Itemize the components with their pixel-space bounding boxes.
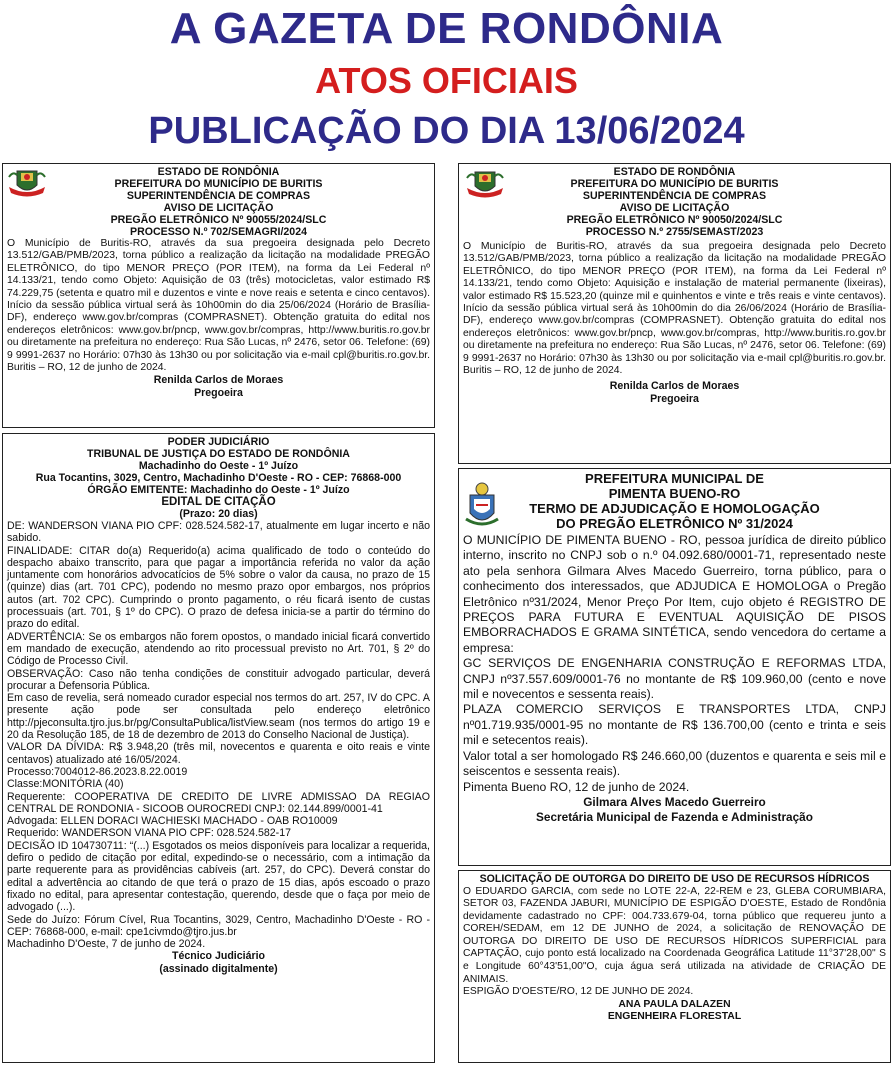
notice-paragraph: Processo:7004012-86.2023.8.22.0019	[7, 765, 188, 778]
notice-buritis-90050	[458, 163, 891, 464]
notice-paragraph: Requerente: COOPERATIVA DE CREDITO DE LIVRE ADMISSAO DA REGIAO CENTRAL DE RONDONIA - SICOOB OUROCREDI CNPJ: 02.144.899/0001-41	[7, 790, 430, 815]
notice-paragraph: GC SERVIÇOS DE ENGENHARIA CONSTRUÇÃO E REFORMAS LTDA, CNPJ nº37.557.609/0001-76 no montante de R$ 109.960,00 (cento e nove mil e novecentos e sessenta reais).	[463, 656, 886, 702]
notice-header: SOLICITAÇÃO DE OUTORGA DO DIREITO DE USO DE RECURSOS HÍDRICOS	[479, 873, 870, 885]
notice-paragraph: FINALIDADE: CITAR do(a) Requerido(a) acima qualificado de todo o conteúdo do despacho abaixo transcrito, para que pagar a importância referida no valor da ação juntamente com honorários advocatícios de 5% sobre o valor da causa, no prazo de 15 (quinze) dias (art. 701 CPC), podendo no mesmo prazo opor embargos, nos próprios autos (art. 702 CPC). Cumprindo o pronto pagamento, o réu ficará isento de custas processuais (art. 701, § 1º do CPC). O prazo de defesa inicia-se a partir do término do prazo do edital.	[7, 544, 430, 631]
notice-paragraph: Pimenta Bueno RO, 12 de junho de 2024.	[463, 779, 690, 794]
notice-header: PODER JUDICIÁRIO TRIBUNAL DE JUSTIÇA DO ESTADO DE RONDÔNIA Machadinho do Oeste - 1º Juízo Rua Tocantins, 3029, Centro, Machadinho D'Oeste - RO - CEP: 76868-000 ÓRGÃO EMITENTE: Machadinho do Oeste - 1º Juízo EDITAL DE CITAÇÃO (Prazo: 20 dias)	[35, 436, 402, 520]
notice-header: PREFEITURA MUNICIPAL DE PIMENTA BUENO-RO TERMO DE ADJUDICAÇÃO E HOMOLOGAÇÃO DO PREGÃO ELETRÔNICO Nº 31/2024	[529, 471, 820, 531]
notice-outorga-recursos-hidricos	[458, 870, 891, 1063]
notice-paragraph: DE: WANDERSON VIANA PIO CPF: 028.524.582-17, atualmente em lugar incerto e não sabido.	[7, 520, 430, 545]
notice-paragraph: Classe:MONITÓRIA (40)	[7, 778, 124, 791]
signature: Técnico Judiciário (assinado digitalmente)	[159, 950, 278, 975]
notice-paragraph: Em caso de revelia, será nomeado curador especial nos termos do art. 257, IV do CPC. A presente ação pode ser consultada pelo endereço eletrônico http://pjeconsulta.tjro.jus.br/pg/ConsultaPublica/listView.seam (nos termos do artigo 19 e 20 da Resolução 185, de 18 de dezembro de 2013 do Conselho Nacional de Justiça).	[7, 692, 430, 742]
notice-paragraph: Valor total a ser homologado R$ 246.660,00 (duzentos e quarenta e seis mil e seiscentos e sessenta reais).	[463, 748, 886, 779]
notice-paragraph: Requerido: WANDERSON VIANA PIO CPF: 028.524.582-17	[7, 827, 291, 840]
masthead-title: A GAZETA DE RONDÔNIA	[169, 4, 724, 53]
buritis-crest-icon	[465, 168, 505, 200]
notice-pimenta-bueno	[458, 468, 891, 866]
notice-body: O Município de Buritis-RO, através da sua pregoeira designada pelo Decreto 13.512/GAB/PMB/2023, torna público a realização da licitação na modalidade PREGÃO ELETRÔNICO, do tipo MENOR PREÇO (POR ITEM), na forma da Lei Federal nº 14.133/21, tendo como Objeto: Aquisição de 03 (três) motocicletas, valor estimado R$ 74.229,75 (setenta e quatro mil e duzentos e vinte e nove reais e setenta e cinco centavos). Início da sessão pública virtual será às 10h00min do dia 25/06/2024 (Horário de Brasília-DF), endereço www.gov.br/compras (COMPRASNET). Obtenção gratuita do edital nos endereços eletrônicos: www.gov.br/pncp, www.gov.br/compras, http://www.buritis.ro.gov.br ou diretamente na prefeitura no endereço: Rua São Lucas, nº 2476, setor 06. Telefone: (69) 9 9991-2637 no Horário: 07h30 às 13h30 ou por solicitação via e-mail cpl@buritis.ro.gov.br. Buritis – RO, 12 de junho de 2024.	[7, 238, 430, 374]
notice-header: ESTADO DE RONDÔNIA PREFEITURA DO MUNICÍPIO DE BURITIS SUPERINTENDÊNCIA DE COMPRAS AVISO DE LICITAÇÃO PREGÃO ELETRÔNICO Nº 90050/2024/SLC PROCESSO N.º 2755/SEMAST/2023	[566, 166, 783, 238]
notice-paragraph: O MUNICÍPIO DE PIMENTA BUENO - RO, pessoa jurídica de direito público interno, inscrito no CNPJ sob o n.º 04.092.680/0001-71, representado neste ato pela senhora Gilmara Alves Macedo Guerreiro, torna público, para o conhecimento dos interessados, que ADJUDICA E HOMOLOGA o Pregão Eletrônico nº31/2024, Menor Preço Por Item, cujo objeto é REGISTRO DE PREÇOS PARA FUTURA E EVENTUAL AQUISIÇÃO DE PISOS EMBORRACHADOS E GRAMA SINTÉTICA, sendo vencedora do certame a empresa:	[463, 533, 886, 655]
signature: ANA PAULA DALAZEN ENGENHEIRA FLORESTAL	[607, 998, 742, 1023]
notice-paragraph: ADVERTÊNCIA: Se os embargos não forem opostos, o mandado inicial ficará convertido em mandado de execução, atendendo ao rito processual previsto no Art. 701, § 2º do Código de Processo Civil.	[7, 630, 430, 668]
notice-paragraph: VALOR DA DÍVIDA: R$ 3.948,20 (três mil, novecentos e quarenta e oito reais e vinte centavos) atualizado até 16/05/2024.	[7, 741, 430, 766]
notice-edital-citacao	[2, 433, 435, 1063]
masthead-date: PUBLICAÇÃO DO DIA 13/06/2024	[148, 110, 745, 152]
notice-header: ESTADO DE RONDÔNIA PREFEITURA DO MUNICÍPIO DE BURITIS SUPERINTENDÊNCIA DE COMPRAS AVISO DE LICITAÇÃO PREGÃO ELETRÔNICO Nº 90055/2024/SLC PROCESSO N.º 702/SEMAGRI/2024	[110, 166, 327, 238]
notice-paragraph: OBSERVAÇÃO: Caso não tenha condições de constituir advogado particular, deverá procurar a Defensoria Pública.	[7, 667, 430, 692]
signature: Renilda Carlos de Moraes Pregoeira	[153, 374, 284, 399]
notice-body: O Município de Buritis-RO, através da sua pregoeira designada pelo Decreto 13.512/GAB/PMB/2023, torna público a realização da licitação na modalidade PREGÃO ELETRÔNICO, do tipo MENOR PREÇO (POR ITEM), na forma da Lei Federal nº 14.133/21, tendo como Objeto: Aquisição e instalação de material permanente (lixeiras), valor estimado R$ 15.523,20 (quinze mil e quinhentos e vinte e três reais e vinte centavos). Início da sessão pública virtual será às 10h00min do dia 26/06/2024 (Horário de Brasília-DF), endereço www.gov.br/compras (COMPRASNET). Obtenção gratuita do edital nos endereços eletrônicos: www.gov.br/pncp, www.gov.br/compras, http://www.buritis.ro.gov.br ou diretamente na prefeitura no endereço: Rua São Lucas, nº 2476, setor 06. Telefone: (69) 9 9991-2637 no Horário: 07h30 às 13h30 ou por solicitação via e-mail cpl@buritis.ro.gov.br. Buritis – RO, 12 de junho de 2024.	[463, 241, 886, 377]
notice-paragraph: Sede do Juízo: Fórum Cível, Rua Tocantins, 3029, Centro, Machadinho D'Oeste - RO - CEP: 76868-000, e-mail: cpe1civmdo@tjro.jus.br	[7, 913, 430, 938]
buritis-crest-icon	[7, 167, 47, 199]
signature: Renilda Carlos de Moraes Pregoeira	[609, 380, 740, 405]
pimenta-bueno-crest-icon	[465, 481, 499, 531]
notice-paragraph: Advogada: ELLEN DORACI WACHIESKI MACHADO - OAB RO10009	[7, 815, 338, 828]
masthead-subtitle: ATOS OFICIAIS	[315, 60, 578, 101]
notice-paragraph: Machadinho D'Oeste, 7 de junho de 2024.	[7, 938, 206, 951]
notice-paragraph: PLAZA COMERCIO SERVIÇOS E TRANSPORTES LTDA, CNPJ nº01.719.935/0001-95 no montante de R$ 136.700,00 (cento e trinta e seis mil e setecentos reais).	[463, 702, 886, 748]
notice-paragraph: ESPIGÃO D'OESTE/RO, 12 DE JUNHO DE 2024.	[463, 986, 694, 998]
notice-buritis-90055	[2, 163, 435, 428]
notice-paragraph: O EDUARDO GARCIA, com sede no LOTE 22-A, 22-REM e 23, GLEBA CORUMBIARA, SETOR 03, FAZENDA JABURI, MUNICÍPIO DE ESPIGÃO D'OESTE, Estado de Rondônia devidamente cadastrado no CPF: 004.733.679-04, torna público que requereu junto a COREH/SEDAM, em 12 DE JUNHO de 2024, a solicitação de RENOVAÇÃO DE OUTORGA DO DIREITO DE USO DE RECURSOS HÍDRICOS SUPERFICIAL para CAPTAÇÃO, cujo ponto está localizado na Coordenada Geográfica Latitude 11°37'28,00" S e Longitude 60°43'51,00"O, cuja água será utilizada na atividade de CRIAÇÃO DE ANIMAIS.	[463, 885, 886, 985]
notice-paragraph: DECISÃO ID 104730711: “(...) Esgotados os meios disponíveis para localizar a requerida, defiro o pedido de citação por edital, expedindo-se o necessário, com a intimação da parte requerente para as providências cabíveis (art. 257, do CPC). Deverá constar do edital a advertência ao citando de que terá o prazo de 15 dias, após escoado o prazo fixado no edital, para apresentar contestação, querendo, desde que o faça por meio de advogado (...).	[7, 839, 430, 914]
signature: Gilmara Alves Macedo Guerreiro Secretária Municipal de Fazenda e Administração	[536, 794, 813, 824]
